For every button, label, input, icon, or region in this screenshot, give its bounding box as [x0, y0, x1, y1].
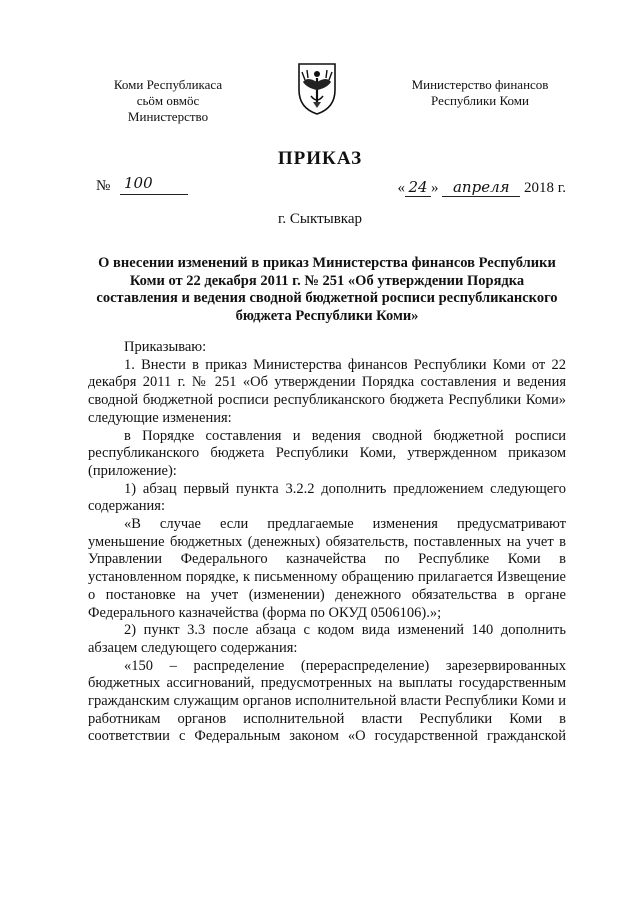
date-month: апреля	[442, 178, 520, 197]
paragraph: 1) абзац первый пункта 3.2.2 дополнить предложением следующего содержания:	[88, 480, 566, 515]
paragraph: в Порядке составления и ведения сводной бюджетной росписи республиканского бюджета Республики Коми, утвержденном приказом (приложение):	[88, 427, 566, 479]
date-close-quote: »	[431, 180, 439, 196]
order-number-value: 100	[120, 174, 188, 195]
page-title: ПРИКАЗ	[277, 148, 363, 169]
document-heading: О внесении изменений в приказ Министерства финансов Республики Коми от 22 декабря 2011 г. № 251 «Об утверждении Порядка составления и ведения сводной бюджетной росписи республиканского бюджета Республики Коми»	[96, 255, 558, 324]
date-year: 2018 г.	[524, 180, 566, 196]
date-open-quote: «	[397, 180, 406, 196]
document-body	[88, 339, 566, 746]
date-day: 24	[405, 178, 431, 197]
order-number-row	[96, 174, 566, 202]
paragraph: 1. Внести в приказ Министерства финансов Республики Коми от 22 декабря 2011 г. № 251 «Об утверждении Порядка составления и ведения сводной бюджетной росписи республиканского бюджета Республики Коми» следующие изменения:	[88, 356, 566, 426]
paragraph: «В случае если предлагаемые изменения предусматривают уменьшение бюджетных (денежных) обязательств, поставленных на учет в Управлении Федерального казначейства по Республике Коми в установленном порядке, к письменному обращению прилагается Извещение о постановке на учет (изменении) денежного обязательства в органе Федерального казначейства (форма по ОКУД 0506106).»;	[88, 516, 566, 621]
header-right-line: Республики Коми	[431, 93, 529, 108]
header-right-block	[395, 77, 565, 109]
city: г. Сыктывкар	[277, 211, 363, 227]
order-number-label: №	[96, 178, 111, 194]
header-left-block	[88, 77, 248, 125]
header-left-line: Коми Республикаса	[113, 77, 223, 92]
paragraph: 2) пункт 3.3 после абзаца с кодом вида изменений 140 дополнить абзацем следующего содержания:	[88, 622, 566, 656]
paragraph: «150 – распределение (перераспределение) зарезервированных бюджетных ассигнований, предусмотренных на выплаты государственным гражданским служащим органов исполнительной власти Республики Коми и работникам органов исполнительной власти Республики Коми в соответствии с Федеральным законом «О государственной гражданской	[88, 657, 566, 745]
coat-of-arms-icon	[293, 60, 341, 116]
header-left-line: Министерство	[127, 109, 209, 124]
header-left-line: сьӧм овмӧс	[136, 93, 200, 108]
order-date	[398, 178, 566, 197]
header-right-line: Министерство финансов	[411, 77, 549, 92]
paragraph: Приказываю:	[124, 339, 207, 355]
